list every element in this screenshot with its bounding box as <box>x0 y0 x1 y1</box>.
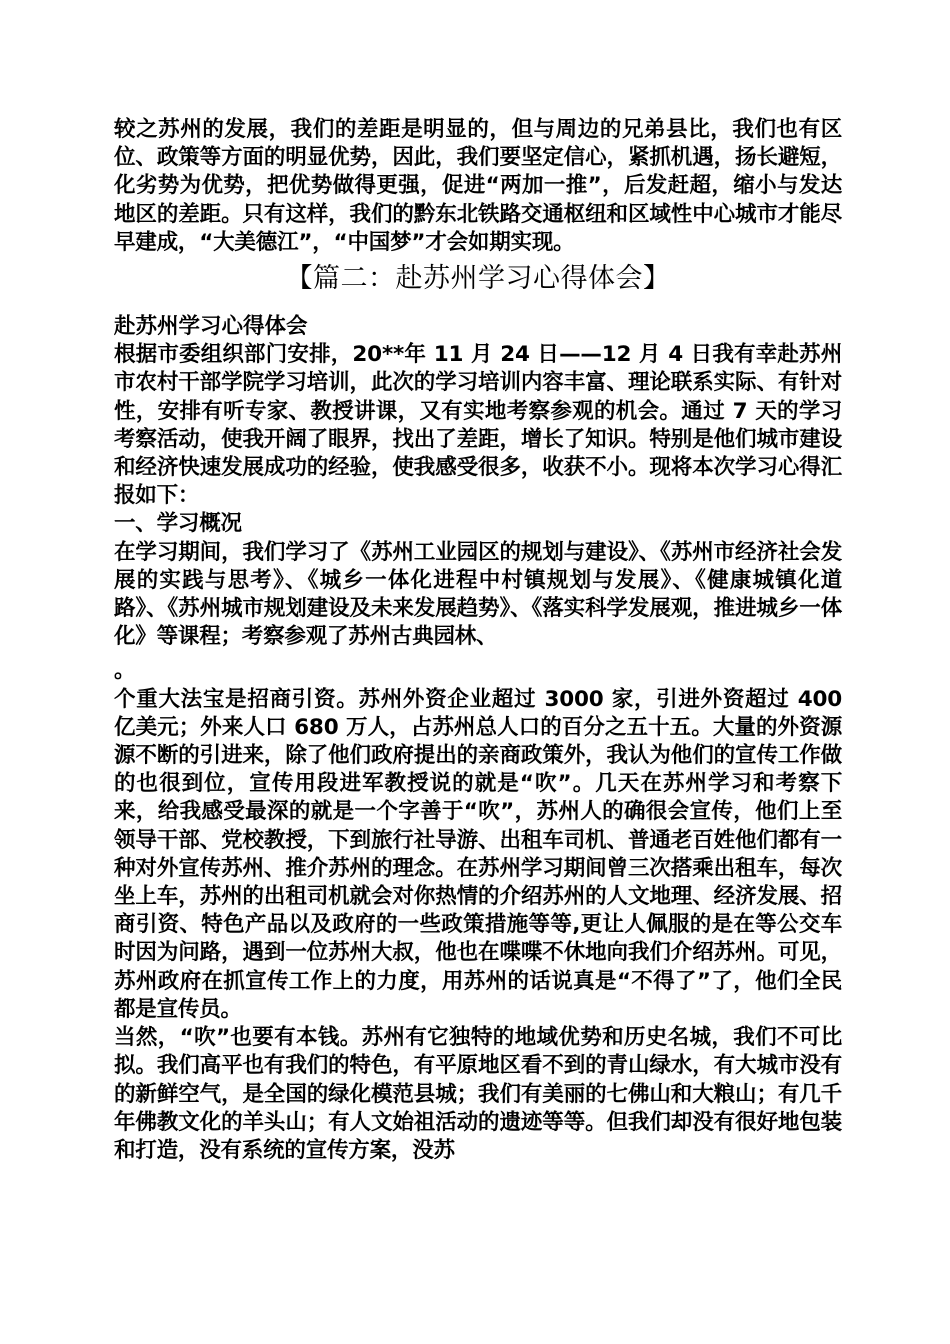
document-page <box>114 116 842 1165</box>
section-one-title: 一、学习概况 <box>114 511 242 537</box>
section-heading: 【篇二：赴苏州学习心得体会】 <box>285 263 671 295</box>
capital-paragraph: 当然，“吹”也要有本钱。苏州有它独特的地域优势和历史名城，我们不可比拟。我们高平也有我们的特色，有平原地区看不到的青山绿水，有大城市没有的新鲜空气，是全国的绿化模范县城；我们有美丽的七佛山和大粮山；有几千年佛教文化的羊头山；有人文始祖活动的遗迹等等。但我们却没有很好地包装和打造，没有系统的宣传方案，没苏 <box>114 1025 842 1163</box>
investment-paragraph: 个重大法宝是招商引资。苏州外资企业超过 3000 家，引进外资超过 400 亿美元；外来人口 680 万人，占苏州总人口的百分之五十五。大量的外资源源不断的引进来，除了他们政府提出的亲商政策外，我认为他们的宣传工作做的也很到位，宣传用段进军教授说的就是“吹”。几天在苏州学习和考察下来，给我感受最深的就是一个字善于“吹”，苏州人的确很会宣传，他们上至领导干部、党校教授，下到旅行社导游、出租车司机、普通老百姓他们都有一种对外宣传苏州、推介苏州的理念。在苏州学习期间曾三次搭乘出租车，每次坐上车，苏州的出租司机就会对你热情的介绍苏州的人文地理、经济发展、招商引资、特色产品以及政府的一些政策措施等等,更让人佩服的是在等公交车时因为问路，遇到一位苏州大叔，他也在喋喋不休地向我们介绍苏州。可见，苏州政府在抓宣传工作上的力度，用苏州的话说真是“不得了”了，他们全民都是宣传员。 <box>114 686 842 1022</box>
dot-line: 。 <box>114 658 136 684</box>
background-paragraph: 根据市委组织部门安排，20**年 11 月 24 日——12 月 4 日我有幸赴苏州市农村干部学院学习培训，此次的学习培训内容丰富、理论联系实际、有针对性，安排有听专家、教授讲课，又有实地考察参观的机会。通过 7 天的学习考察活动，使我开阔了眼界，找出了差距，增长了知识。特别是他们城市建设和经济快速发展成功的经验，使我感受很多，收获不小。现将本次学习心得汇报如下： <box>114 342 842 509</box>
intro-paragraph: 较之苏州的发展，我们的差距是明显的，但与周边的兄弟县比，我们也有区位、政策等方面的明显优势，因此，我们要坚定信心，紧抓机遇，扬长避短，化劣势为优势，把优势做得更强，促进“两加一推”，后发赶超，缩小与发达地区的差距。只有这样，我们的黔东北铁路交通枢纽和区域性中心城市才能尽早建成，“大美德江”，“中国梦”才会如期实现。 <box>114 117 842 255</box>
article-title: 赴苏州学习心得体会 <box>114 314 308 340</box>
overview-paragraph: 在学习期间，我们学习了《苏州工业园区的规划与建设》、《苏州市经济社会发展的实践与思考》、《城乡一体化进程中村镇规划与发展》、《健康城镇化道路》、《苏州城市规划建设及未来发展趋势》、《落实科学发展观，推进城乡一体化》等课程；考察参观了苏州古典园林、 <box>114 539 842 650</box>
